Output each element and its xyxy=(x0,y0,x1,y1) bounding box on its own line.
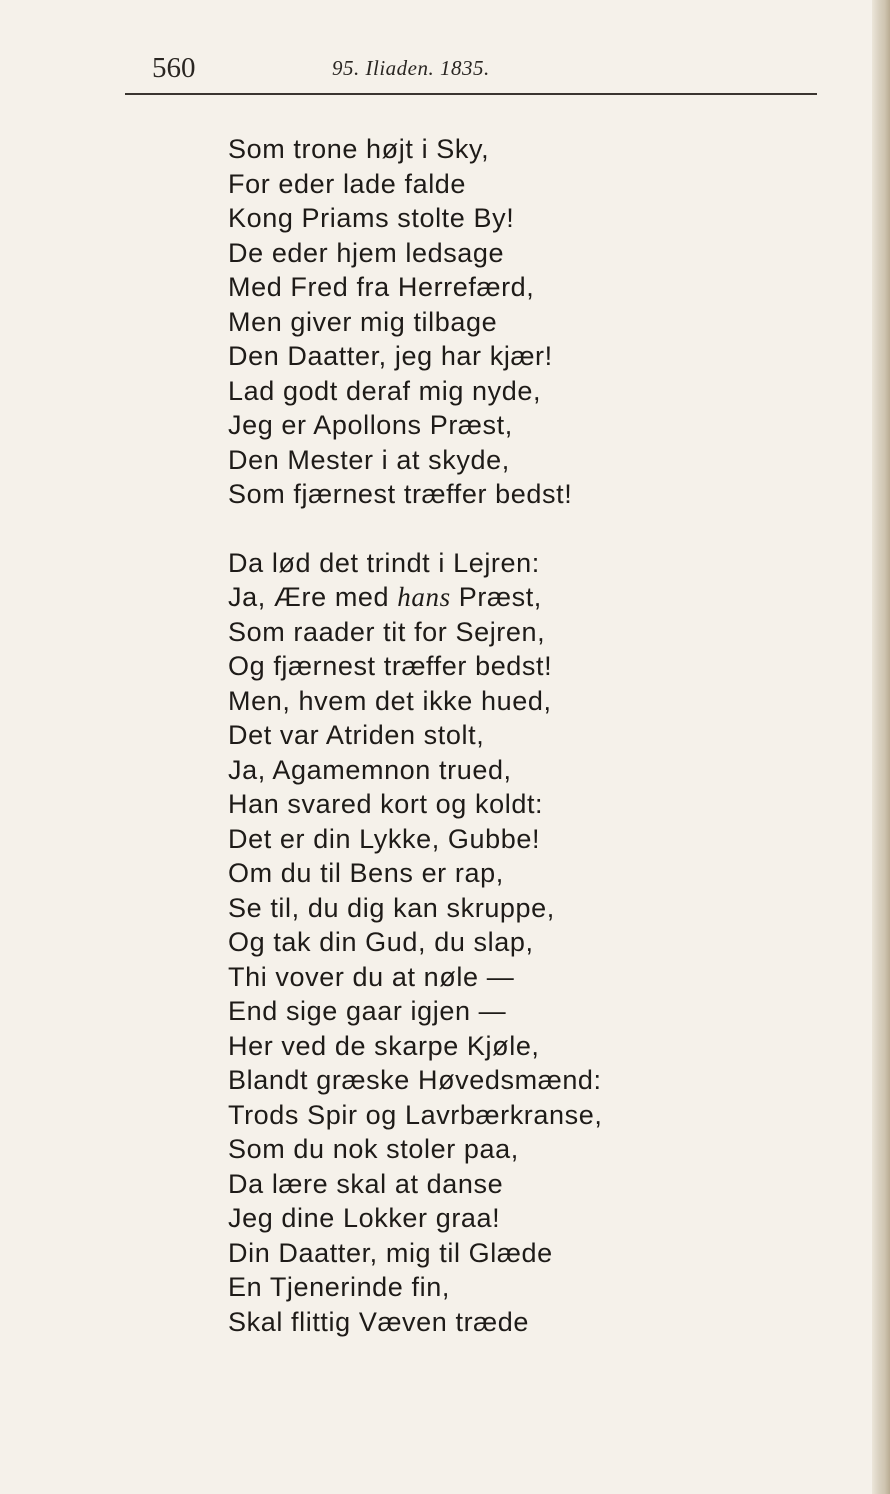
verse-line: Den Mester i at skyde, xyxy=(228,444,510,475)
verse-line: Trods Spir og Lavrbærkranse, xyxy=(228,1099,603,1130)
verse-line: Men, hvem det ikke hued, xyxy=(228,685,552,716)
verse-line: Her ved de skarpe Kjøle, xyxy=(228,1030,540,1061)
verse-line: Det var Atriden stolt, xyxy=(228,720,485,750)
verse-text: Ja, Ære med xyxy=(228,582,398,612)
verse-line: For eder lade falde xyxy=(228,168,467,199)
verse-line: Og tak din Gud, du slap, xyxy=(228,927,534,957)
verse-line: Ja, Agamemnon trued, xyxy=(228,754,512,785)
verse-line: Som trone højt i Sky, xyxy=(228,134,490,164)
verse-line: Din Daatter, mig til Glæde xyxy=(228,1237,553,1268)
verse-line: Blandt græske Høvedsmænd: xyxy=(228,1065,602,1095)
header-rule xyxy=(125,93,817,95)
verse-line: Thi vover du at nøle — xyxy=(228,961,515,992)
verse-line: Jeg dine Lokker graa! xyxy=(228,1203,501,1233)
verse-line-with-emphasis xyxy=(228,580,848,615)
verse-line: De eder hjem ledsage xyxy=(228,237,505,268)
verse-line: Skal flittig Væven træde xyxy=(228,1306,530,1337)
verse-line: Se til, du dig kan skruppe, xyxy=(228,892,555,923)
verse-text: Præst, xyxy=(450,582,542,612)
page-number: 560 xyxy=(152,52,196,84)
verse-line: Da lød det trindt i Lejren: xyxy=(228,547,540,578)
verse-line: Han svared kort og koldt: xyxy=(228,789,544,819)
running-title: 95. Iliaden. 1835. xyxy=(332,56,490,80)
verse-line: Lad godt deraf mig nyde, xyxy=(228,375,542,406)
verse-line: Da lære skal at danse xyxy=(228,1168,504,1199)
stanza-2 xyxy=(228,546,848,1340)
page-edge-shadow xyxy=(872,0,890,1494)
stanza-1 xyxy=(228,132,848,512)
verse-line: En Tjenerinde fin, xyxy=(228,1272,450,1302)
verse-line: Den Daatter, jeg har kjær! xyxy=(228,341,553,371)
poem-text xyxy=(228,132,848,1339)
verse-line: Jeg er Apollons Præst, xyxy=(228,410,513,440)
verse-line: Og fjærnest træffer bedst! xyxy=(228,651,553,681)
running-head xyxy=(0,40,890,90)
verse-line: Som fjærnest træffer bedst! xyxy=(228,479,573,509)
verse-line: Det er din Lykke, Gubbe! xyxy=(228,823,541,854)
verse-line: Men giver mig tilbage xyxy=(228,306,498,337)
stanza-gap xyxy=(228,512,848,546)
verse-line: Med Fred fra Herrefærd, xyxy=(228,272,535,302)
verse-line: Om du til Bens er rap, xyxy=(228,858,504,888)
verse-line: Som raader tit for Sejren, xyxy=(228,616,546,647)
verse-line: Kong Priams stolte By! xyxy=(228,203,515,233)
italic-emphasis: hans xyxy=(397,582,451,612)
verse-line: Som du nok stoler paa, xyxy=(228,1134,519,1164)
verse-line: End sige gaar igjen — xyxy=(228,996,507,1026)
